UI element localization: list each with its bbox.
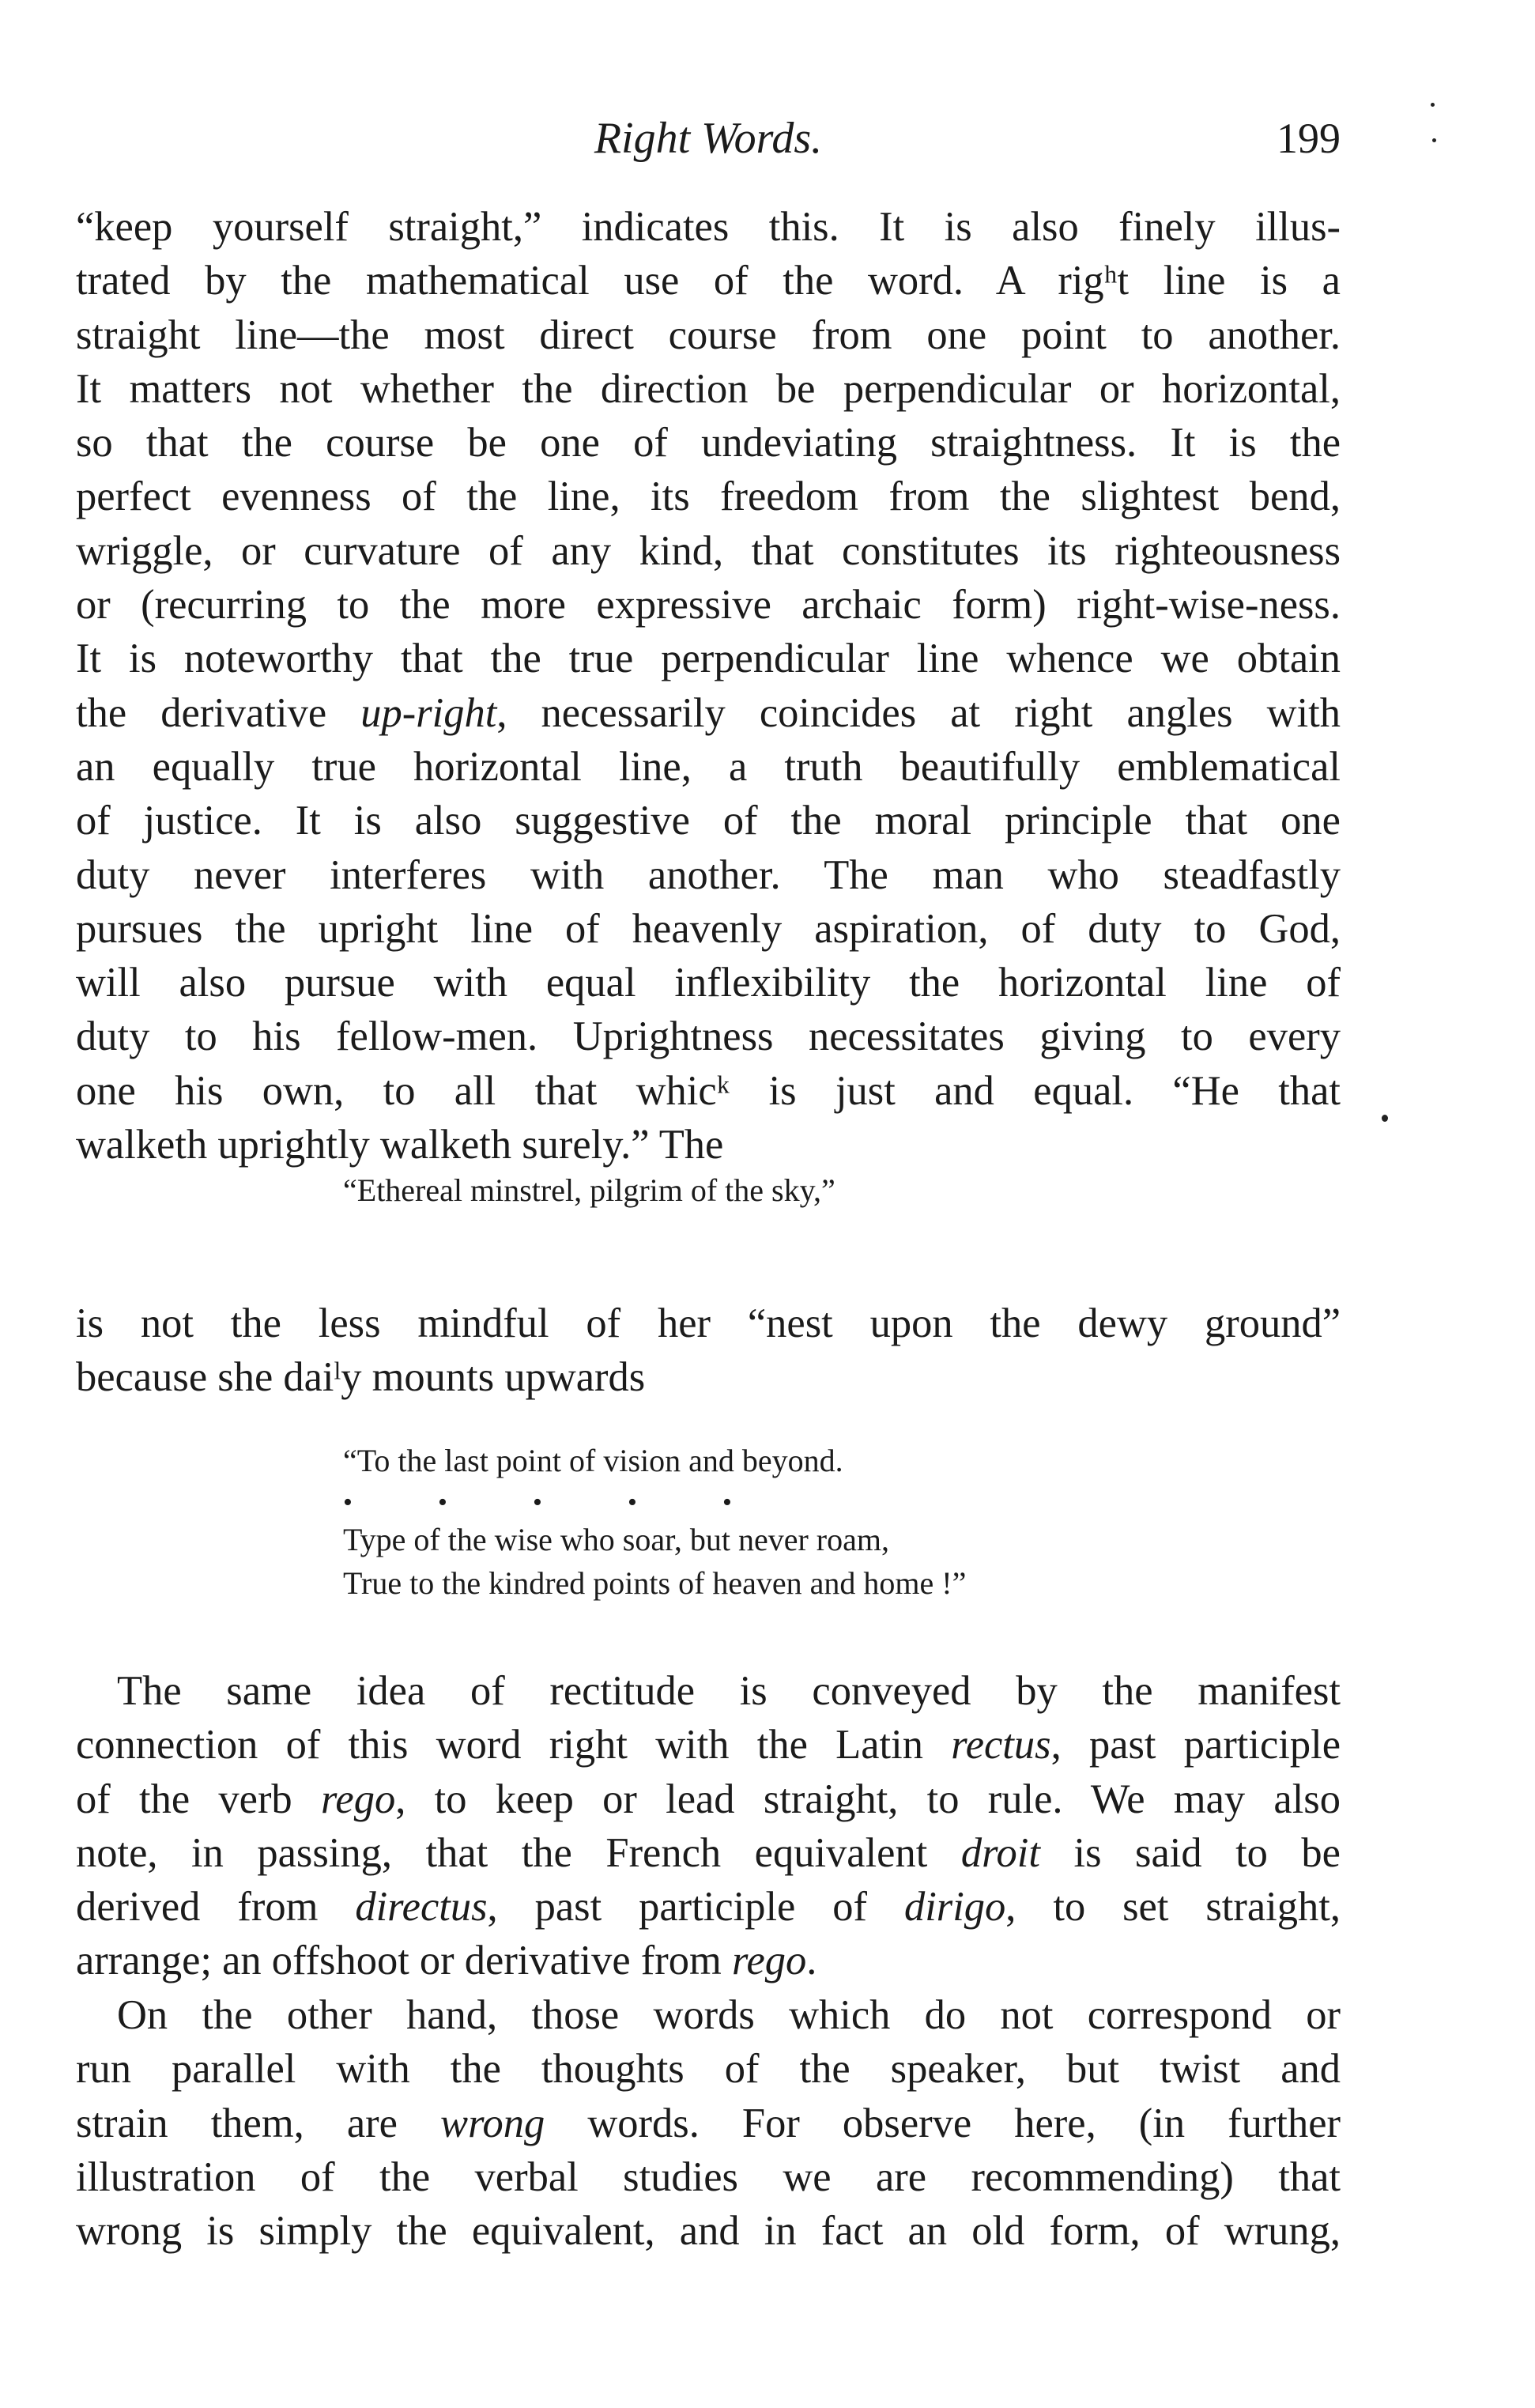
text-line: wriggle, or curvature of any kind, that constitutes its righteousness <box>76 527 1341 574</box>
text-line: connection of this word right with the Latin rectus, past participle <box>76 1722 1341 1768</box>
omission-dots: • • • • • <box>343 1488 732 1517</box>
text-line: walketh uprightly walketh surely.” The <box>76 1122 724 1168</box>
text-line: straight line—the most direct course from one point to another. <box>76 311 1341 358</box>
italic-term: droit <box>960 1829 1040 1876</box>
verse-line: “To the last point of vision and beyond. <box>343 1443 843 1478</box>
italic-term: rego <box>731 1938 807 1984</box>
text-line: It is noteworthy that the true perpendicular line whence we obtain <box>76 636 1341 682</box>
verse-quote-2 <box>343 1439 966 1605</box>
italic-term: rectus <box>951 1722 1051 1768</box>
running-head <box>76 111 1341 166</box>
verse-line: True to the kindred points of heaven and home !” <box>343 1565 967 1601</box>
text-line: duty to his fellow-men. Uprightness necessitates giving to every <box>76 1013 1341 1060</box>
text-line: duty never interferes with another. The man who steadfastly <box>76 851 1341 898</box>
italic-term: dirigo <box>903 1884 1006 1931</box>
verse-quote-1 <box>343 1168 835 1212</box>
page-number: 199 <box>1277 115 1341 162</box>
text-line: wrong is simply the equivalent, and in fact an old form, of wrung, <box>76 2208 1341 2255</box>
text-line: so that the course be one of undeviating straightness. It is the <box>76 420 1341 466</box>
text-line: of justice. It is also suggestive of the moral principle that one <box>76 798 1341 844</box>
italic-term: rego <box>320 1776 396 1822</box>
paragraph-3 <box>76 1664 1341 1988</box>
running-title: Right Words. <box>594 114 823 163</box>
italic-term: directus <box>355 1884 488 1931</box>
text-line: or (recurring to the more expressive archaic form) right-wise-ness. <box>76 582 1341 628</box>
text-line: trated by the mathematical use of the word. A rigʰt line is a <box>76 258 1341 304</box>
text-line: It matters not whether the direction be perpendicular or horizontal, <box>76 365 1341 412</box>
italic-term: wrong <box>440 2100 545 2146</box>
text-line: run parallel with the thoughts of the speaker, but twist and <box>76 2046 1341 2093</box>
text-line: perfect evenness of the line, its freedom from the slightest bend, <box>76 474 1341 520</box>
paragraph-1 <box>76 200 1341 1172</box>
paragraph-4 <box>76 1988 1341 2258</box>
text-line: of the verb rego, to keep or lead straight, to rule. We may also <box>76 1776 1341 1822</box>
text-line: pursues the upright line of heavenly aspiration, of duty to God, <box>76 905 1341 952</box>
print-speck <box>1431 103 1435 107</box>
text-line: one his own, to all that whicᵏ is just and equal. “He that <box>76 1067 1341 1114</box>
text-line: because she daiˡy mounts upwards <box>76 1354 646 1401</box>
text-line: strain them, are wrong words. For observe here, (in further <box>76 2100 1341 2146</box>
verse-line: Type of the wise who soar, but never roam, <box>343 1522 889 1557</box>
text-line: an equally true horizontal line, a truth beautifully emblematical <box>76 743 1341 790</box>
text-line: derived from directus, past participle of dirigo, to set straight, <box>76 1884 1341 1931</box>
italic-term: up-right <box>360 689 497 736</box>
text-line: “keep yourself straight,” indicates this. It is also finely illus- <box>76 204 1341 250</box>
text-line: is not the less mindful of her “nest upon the dewy ground” <box>76 1300 1341 1346</box>
print-speck <box>1382 1115 1388 1122</box>
text-line: note, in passing, that the French equivalent droit is said to be <box>76 1829 1341 1876</box>
text-line: the derivative up-right, necessarily coincides at right angles with <box>76 689 1341 736</box>
text-line: The same idea of rectitude is conveyed by the manifest <box>117 1668 1341 1714</box>
print-speck <box>1432 138 1436 142</box>
paragraph-2 <box>76 1296 1341 1405</box>
text-line: On the other hand, those words which do not correspond or <box>117 1992 1341 2038</box>
text-line: will also pursue with equal inflexibility the horizontal line of <box>76 960 1341 1006</box>
text-line: illustration of the verbal studies we are recommending) that <box>76 2153 1341 2200</box>
verse-line: “Ethereal minstrel, pilgrim of the sky,” <box>343 1172 835 1208</box>
text-line: arrange; an offshoot or derivative from rego. <box>76 1938 817 1984</box>
